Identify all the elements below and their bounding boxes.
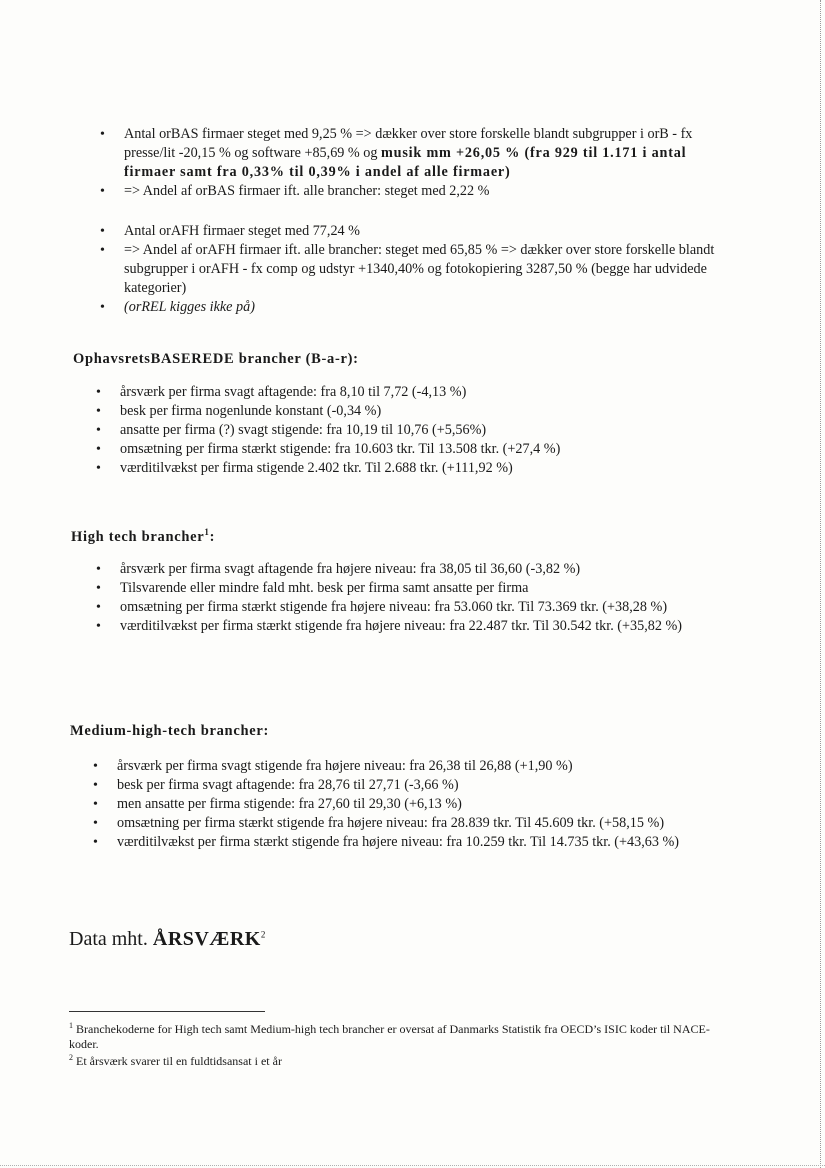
bullet-icon: •	[93, 835, 98, 850]
title-caps: ÅRSVÆRK	[152, 928, 261, 950]
list-item-bold-text: musik mm +26,05 % (fra 929 til 1.171 i antal firmaer samt fra 0,33% til 0,39% i andel af alle firmaer)	[124, 145, 687, 180]
list-item-text: => Andel af orAFH firmaer ift. alle brancher: steget med 65,85 % => dækker over store forskelle blandt subgrupper i orAFH - fx comp og udstyr +1340,40% og fotokopiering 3287,50 % (begge har udvidede kategorier)	[124, 242, 715, 296]
list-item	[96, 598, 740, 617]
list-item-text: omsætning per firma stærkt stigende fra højere niveau: fra 53.060 tkr. Til 73.369 tkr. (+38,28 %)	[120, 599, 668, 615]
footnote-divider	[69, 1011, 265, 1012]
bullet-icon: •	[96, 385, 101, 400]
list-item	[93, 833, 742, 852]
medium-high-tech-list	[93, 757, 742, 852]
list-item	[100, 241, 739, 298]
list-item	[93, 814, 742, 833]
page-edge-right	[819, 0, 821, 1168]
footnote-ref: 1	[204, 527, 210, 537]
footnote-number: 2	[69, 1053, 73, 1062]
list-item-text: årsværk per firma svagt aftagende fra højere niveau: fra 38,05 til 36,60 (-3,82 %)	[120, 561, 581, 577]
bullet-icon: •	[100, 127, 105, 142]
bullet-icon: •	[96, 619, 101, 634]
list-item	[100, 182, 739, 201]
list-item-text: værditilvækst per firma stigende 2.402 tkr. Til 2.688 tkr. (+111,92 %)	[120, 460, 513, 476]
section-heading-hightech	[71, 527, 215, 546]
bullet-icon: •	[93, 816, 98, 831]
bullet-icon: •	[100, 243, 105, 258]
hightech-list	[96, 560, 740, 636]
bullet-icon: •	[96, 600, 101, 615]
footnote-text: Et årsværk svarer til en fuldtidsansat i et år	[76, 1054, 282, 1068]
list-item	[100, 125, 739, 182]
title-prefix: Data mht.	[69, 928, 153, 950]
list-item-text: omsætning per firma stærkt stigende: fra 10.603 tkr. Til 13.508 tkr. (+27,4 %)	[120, 441, 561, 457]
list-item	[100, 298, 739, 317]
bullet-icon: •	[100, 184, 105, 199]
list-item-text: værditilvækst per firma stærkt stigende fra højere niveau: fra 10.259 tkr. Til 14.735 tkr. (+43,63 %)	[117, 834, 680, 850]
section-heading-medium-high-tech: Medium-high-tech brancher:	[70, 723, 270, 739]
heading-text: High tech brancher	[71, 528, 205, 545]
list-item-text: besk per firma nogenlunde konstant (-0,34 %)	[120, 403, 382, 419]
list-item	[93, 795, 742, 814]
footnote-text: Branchekoderne for High tech samt Medium-high tech brancher er oversat af Danmarks Statistik fra OECD’s ISIC koder til NACE-koder.	[69, 1022, 710, 1051]
list-item-text: ansatte per firma (?) svagt stigende: fra 10,19 til 10,76 (+5,56%)	[120, 422, 487, 438]
list-item	[96, 402, 740, 421]
list-item	[96, 459, 740, 478]
data-section-title	[69, 928, 265, 951]
list-item-text: Antal orBAS firmaer steget med 9,25 % => dækker over store forskelle blandt subgrupper i orB - fx presse/lit -20,15 % og software +85,69 % og	[124, 126, 693, 161]
bullet-icon: •	[100, 300, 105, 315]
bullet-icon: •	[93, 778, 98, 793]
list-item	[93, 757, 742, 776]
footnote-number: 1	[69, 1021, 73, 1030]
list-item	[96, 579, 740, 598]
footnote-2	[69, 1051, 719, 1069]
list-item	[96, 383, 740, 402]
page-edge-bottom	[0, 1164, 825, 1166]
list-item-text: værditilvækst per firma stærkt stigende fra højere niveau: fra 22.487 tkr. Til 30.542 tkr. (+35,82 %)	[120, 618, 683, 634]
list-item	[100, 222, 739, 241]
list-item-text: => Andel af orBAS firmaer ift. alle brancher: steget med 2,22 %	[124, 183, 490, 199]
footnote-1	[69, 1019, 719, 1051]
section-heading-bar: OphavsretsBASEREDE brancher (B-a-r):	[73, 351, 359, 367]
list-item-text: omsætning per firma stærkt stigende fra højere niveau: fra 28.839 tkr. Til 45.609 tkr. (+58,15 %)	[117, 815, 665, 831]
list-item-text: årsværk per firma svagt aftagende: fra 8,10 til 7,72 (-4,13 %)	[120, 384, 467, 400]
list-item-text: (orREL kigges ikke på)	[124, 299, 255, 315]
list-item-text: Tilsvarende eller mindre fald mht. besk per firma samt ansatte per firma	[120, 580, 529, 596]
list-item	[93, 776, 742, 795]
list-item-text: årsværk per firma svagt stigende fra højere niveau: fra 26,38 til 26,88 (+1,90 %)	[117, 758, 573, 774]
footnotes	[69, 1019, 719, 1069]
bullet-icon: •	[96, 404, 101, 419]
orbas-list	[100, 125, 739, 201]
list-item	[96, 560, 740, 579]
bullet-icon: •	[93, 759, 98, 774]
bullet-icon: •	[96, 423, 101, 438]
bullet-icon: •	[93, 797, 98, 812]
footnote-ref: 2	[260, 929, 266, 940]
list-item	[96, 421, 740, 440]
heading-colon: :	[209, 528, 216, 545]
list-item-text: men ansatte per firma stigende: fra 27,60 til 29,30 (+6,13 %)	[117, 796, 462, 812]
bullet-icon: •	[96, 562, 101, 577]
list-item-text: Antal orAFH firmaer steget med 77,24 %	[124, 223, 361, 239]
bullet-icon: •	[96, 461, 101, 476]
list-item	[96, 440, 740, 459]
list-item	[96, 617, 740, 636]
bullet-icon: •	[96, 442, 101, 457]
bullet-icon: •	[96, 581, 101, 596]
list-item-text: besk per firma svagt aftagende: fra 28,76 til 27,71 (-3,66 %)	[117, 777, 459, 793]
bullet-icon: •	[100, 224, 105, 239]
orafh-list	[100, 222, 739, 317]
bar-list	[96, 383, 740, 478]
